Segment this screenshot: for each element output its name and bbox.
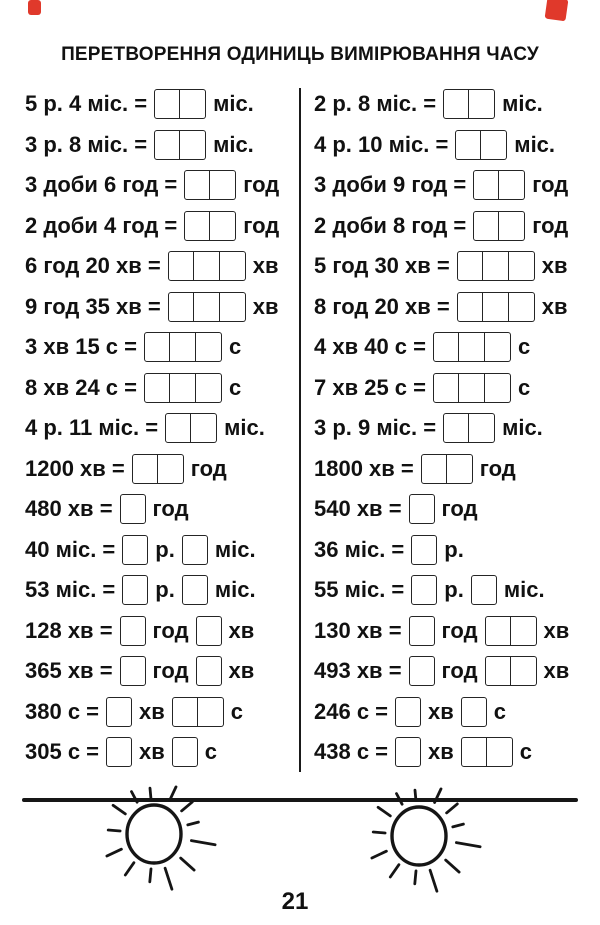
answer-box-group[interactable] [471, 575, 497, 605]
answer-box-group[interactable] [182, 575, 208, 605]
exercise-text: 8 хв 24 с = [25, 374, 137, 400]
exercise-row [25, 125, 279, 166]
answer-box-group[interactable] [457, 251, 535, 281]
exercise-text: хв [228, 658, 255, 684]
answer-box[interactable] [120, 656, 146, 686]
column-divider [299, 88, 301, 772]
answer-box[interactable] [158, 454, 184, 484]
answer-box-group[interactable] [473, 211, 525, 241]
answer-box-group[interactable] [461, 737, 513, 767]
corner-mark-icon [545, 0, 569, 21]
answer-box[interactable] [182, 535, 208, 565]
exercise-text: 40 міс. = [25, 536, 116, 562]
exercise-text: 8 год 20 хв = [314, 293, 450, 319]
exercise-row [25, 611, 279, 652]
exercise-text: год [441, 658, 478, 684]
answer-box-group[interactable] [421, 454, 473, 484]
exercise-row [25, 84, 279, 125]
exercise-text: год [152, 496, 189, 522]
exercise-row [314, 165, 569, 206]
exercise-text: 5 год 30 хв = [314, 253, 450, 279]
exercise-text: міс. [503, 577, 545, 603]
answer-box-group[interactable] [473, 170, 525, 200]
answer-box-group[interactable] [122, 535, 148, 565]
exercise-row [25, 206, 279, 247]
exercise-text: год [532, 172, 569, 198]
answer-box[interactable] [457, 292, 483, 322]
answer-box-group[interactable] [168, 292, 246, 322]
exercise-text: 53 міс. = [25, 577, 116, 603]
exercise-text: с [229, 374, 242, 400]
answer-box[interactable] [395, 697, 421, 727]
answer-box-group[interactable] [395, 697, 421, 727]
exercise-text: хв [541, 293, 568, 319]
exercise-row [314, 651, 569, 692]
answer-box[interactable] [461, 737, 487, 767]
answer-box-group[interactable] [457, 292, 535, 322]
answer-box[interactable] [485, 373, 511, 403]
answer-box-group[interactable] [485, 656, 537, 686]
answer-box-group[interactable] [409, 656, 435, 686]
answer-box[interactable] [184, 211, 210, 241]
exercise-text: 4 р. 10 міс. = [314, 131, 449, 157]
answer-box[interactable] [106, 737, 132, 767]
exercise-text: 128 хв = [25, 617, 113, 643]
exercise-text: год [479, 455, 516, 481]
exercise-row [25, 165, 279, 206]
exercise-text: с [493, 698, 507, 724]
exercise-text: год [152, 658, 189, 684]
answer-box[interactable] [210, 170, 236, 200]
exercise-text: 305 с = [25, 739, 100, 765]
exercise-row [314, 84, 569, 125]
answer-box[interactable] [487, 737, 513, 767]
answer-box[interactable] [433, 332, 459, 362]
exercise-text: с [229, 334, 242, 360]
exercise-text: с [518, 374, 531, 400]
answer-box-group[interactable] [411, 575, 437, 605]
answer-box[interactable] [194, 292, 220, 322]
answer-box-group[interactable] [172, 737, 198, 767]
exercise-row [314, 206, 569, 247]
exercise-row [314, 287, 569, 328]
answer-box[interactable] [184, 170, 210, 200]
answer-box[interactable] [191, 413, 217, 443]
answer-box[interactable] [499, 211, 525, 241]
exercise-text: 2 доби 4 год = [25, 212, 178, 238]
exercise-text: 9 год 35 хв = [25, 293, 161, 319]
answer-box[interactable] [471, 575, 497, 605]
answer-box-group[interactable] [395, 737, 421, 767]
answer-box[interactable] [473, 170, 499, 200]
answer-box[interactable] [485, 616, 511, 646]
exercise-text: 4 хв 40 с = [314, 334, 426, 360]
exercise-text: хв [252, 253, 279, 279]
exercise-text: 3 р. 9 міс. = [314, 415, 437, 441]
exercise-text: с [518, 334, 531, 360]
exercise-text: р. [444, 536, 464, 562]
exercise-text: 3 хв 15 с = [25, 334, 137, 360]
exercise-text: 3 доби 6 год = [25, 172, 178, 198]
exercise-text: с [519, 739, 533, 765]
exercise-row [25, 530, 279, 571]
exercise-text: год [532, 212, 569, 238]
answer-box[interactable] [409, 656, 435, 686]
answer-box-group[interactable] [409, 616, 435, 646]
answer-box-group[interactable] [411, 535, 437, 565]
answer-box-group[interactable] [196, 616, 222, 646]
answer-box[interactable] [459, 373, 485, 403]
answer-box[interactable] [395, 737, 421, 767]
exercise-row [25, 287, 279, 328]
exercise-text: міс. [514, 131, 556, 157]
answer-box[interactable] [443, 413, 469, 443]
exercise-columns [0, 84, 600, 776]
answer-box[interactable] [220, 292, 246, 322]
exercise-text: хв [543, 617, 570, 643]
exercise-text: с [230, 698, 244, 724]
answer-box[interactable] [421, 454, 447, 484]
answer-box[interactable] [499, 170, 525, 200]
exercise-row [25, 692, 279, 733]
answer-box[interactable] [170, 373, 196, 403]
answer-box-group[interactable] [172, 697, 224, 727]
exercise-row [314, 611, 569, 652]
exercise-text: год [441, 617, 478, 643]
answer-box[interactable] [122, 535, 148, 565]
exercise-row [314, 449, 569, 490]
answer-box[interactable] [168, 251, 194, 281]
answer-box[interactable] [120, 494, 146, 524]
exercise-row [25, 408, 279, 449]
answer-box-group[interactable] [409, 494, 435, 524]
answer-box[interactable] [447, 454, 473, 484]
exercise-text: р. [155, 536, 175, 562]
exercise-text: 438 с = [314, 739, 389, 765]
answer-box-group[interactable] [433, 332, 511, 362]
answer-box[interactable] [122, 575, 148, 605]
exercise-text: міс. [502, 91, 543, 117]
answer-box[interactable] [172, 737, 198, 767]
exercise-text: хв [252, 293, 279, 319]
exercise-row [25, 246, 279, 287]
answer-box[interactable] [485, 332, 511, 362]
exercise-row [314, 732, 569, 773]
exercise-row [25, 368, 279, 409]
exercise-row [314, 327, 569, 368]
answer-box-group[interactable] [132, 454, 184, 484]
answer-box[interactable] [469, 413, 495, 443]
answer-box[interactable] [210, 211, 236, 241]
exercise-text: хв [228, 617, 255, 643]
answer-box-group[interactable] [106, 697, 132, 727]
answer-box[interactable] [473, 211, 499, 241]
answer-box[interactable] [511, 616, 537, 646]
exercise-text: хв [139, 739, 165, 765]
answer-box-group[interactable] [184, 211, 236, 241]
answer-box[interactable] [509, 251, 535, 281]
exercise-text: 130 хв = [314, 617, 402, 643]
exercise-text: с [204, 739, 218, 765]
exercise-text: 540 хв = [314, 496, 402, 522]
exercise-text: хв [541, 253, 568, 279]
exercise-row [314, 489, 569, 530]
answer-box-group[interactable] [120, 494, 146, 524]
answer-box[interactable] [198, 697, 224, 727]
exercise-text: 3 доби 9 год = [314, 172, 467, 198]
page-title: ПЕРЕТВОРЕННЯ ОДИНИЦЬ ВИМІРЮВАННЯ ЧАСУ [61, 44, 539, 65]
answer-box[interactable] [483, 251, 509, 281]
answer-box[interactable] [443, 89, 469, 119]
exercise-text: міс. [213, 91, 254, 117]
answer-box[interactable] [220, 251, 246, 281]
exercise-text: 36 міс. = [314, 536, 405, 562]
exercise-text: хв [543, 658, 570, 684]
answer-box[interactable] [196, 656, 222, 686]
exercise-text: год [243, 212, 280, 238]
exercise-text: 480 хв = [25, 496, 113, 522]
exercise-text: 2 р. 8 міс. = [314, 91, 437, 117]
exercise-row [314, 408, 569, 449]
answer-box-group[interactable] [184, 170, 236, 200]
exercise-text: год [243, 172, 280, 198]
exercise-text: 5 р. 4 міс. = [25, 91, 148, 117]
answer-box[interactable] [144, 332, 170, 362]
exercise-text: хв [139, 698, 165, 724]
exercise-row [314, 125, 569, 166]
exercise-text: 380 с = [25, 698, 100, 724]
answer-box[interactable] [120, 616, 146, 646]
exercise-text: 55 міс. = [314, 577, 405, 603]
answer-box[interactable] [154, 130, 180, 160]
answer-box-group[interactable] [433, 373, 511, 403]
answer-box-group[interactable] [455, 130, 507, 160]
exercise-row [25, 449, 279, 490]
answer-box[interactable] [168, 292, 194, 322]
exercise-text: міс. [214, 577, 256, 603]
answer-box[interactable] [509, 292, 535, 322]
answer-box[interactable] [165, 413, 191, 443]
answer-box[interactable] [182, 575, 208, 605]
exercise-text: міс. [213, 131, 254, 157]
exercise-text: 365 хв = [25, 658, 113, 684]
answer-box[interactable] [172, 697, 198, 727]
exercise-text: 3 р. 8 міс. = [25, 131, 148, 157]
exercise-text: 246 с = [314, 698, 389, 724]
answer-box-group[interactable] [443, 89, 495, 119]
answer-box[interactable] [461, 697, 487, 727]
answer-box[interactable] [469, 89, 495, 119]
answer-box[interactable] [132, 454, 158, 484]
answer-box-group[interactable] [144, 373, 222, 403]
answer-box-group[interactable] [120, 656, 146, 686]
answer-box-group[interactable] [122, 575, 148, 605]
exercise-text: р. [444, 577, 464, 603]
answer-box-group[interactable] [196, 656, 222, 686]
answer-box-group[interactable] [144, 332, 222, 362]
answer-box-group[interactable] [154, 130, 206, 160]
answer-box[interactable] [170, 332, 196, 362]
exercise-row [25, 570, 279, 611]
right-exercise-column [314, 84, 569, 773]
exercise-row [314, 570, 569, 611]
exercise-text: год [152, 617, 189, 643]
answer-box[interactable] [196, 332, 222, 362]
exercise-text: год [190, 455, 227, 481]
answer-box[interactable] [411, 575, 437, 605]
answer-box[interactable] [511, 656, 537, 686]
exercise-text: 2 доби 8 год = [314, 212, 467, 238]
answer-box-group[interactable] [154, 89, 206, 119]
answer-box[interactable] [144, 373, 170, 403]
answer-box-group[interactable] [165, 413, 217, 443]
exercise-row [25, 489, 279, 530]
answer-box[interactable] [196, 373, 222, 403]
exercise-text: год [441, 496, 478, 522]
answer-box[interactable] [457, 251, 483, 281]
answer-box[interactable] [455, 130, 481, 160]
exercise-row [314, 246, 569, 287]
answer-box-group[interactable] [120, 616, 146, 646]
answer-box[interactable] [196, 616, 222, 646]
answer-box[interactable] [409, 494, 435, 524]
exercise-text: міс. [502, 415, 543, 441]
exercise-row [314, 530, 569, 571]
exercise-row [25, 732, 279, 773]
answer-box[interactable] [459, 332, 485, 362]
answer-box-group[interactable] [485, 616, 537, 646]
answer-box[interactable] [154, 89, 180, 119]
answer-box-group[interactable] [443, 413, 495, 443]
answer-box[interactable] [409, 616, 435, 646]
page-number: 21 [281, 888, 309, 915]
answer-box[interactable] [194, 251, 220, 281]
exercise-row [314, 692, 569, 733]
exercise-text: 493 хв = [314, 658, 402, 684]
exercise-text: 7 хв 25 с = [314, 374, 426, 400]
exercise-text: р. [155, 577, 175, 603]
answer-box[interactable] [485, 656, 511, 686]
answer-box-group[interactable] [461, 697, 487, 727]
answer-box[interactable] [483, 292, 509, 322]
exercise-text: 6 год 20 хв = [25, 253, 161, 279]
answer-box[interactable] [106, 697, 132, 727]
answer-box-group[interactable] [168, 251, 246, 281]
answer-box[interactable] [411, 535, 437, 565]
answer-box[interactable] [433, 373, 459, 403]
exercise-row [314, 368, 569, 409]
exercise-text: міс. [224, 415, 265, 441]
answer-box-group[interactable] [182, 535, 208, 565]
exercise-text: міс. [214, 536, 256, 562]
exercise-text: 4 р. 11 міс. = [25, 415, 159, 441]
corner-mark-icon [28, 0, 41, 15]
exercise-row [25, 327, 279, 368]
exercise-text: 1200 хв = [25, 455, 125, 481]
left-exercise-column [25, 84, 279, 773]
exercise-text: 1800 хв = [314, 455, 414, 481]
exercise-text: хв [428, 698, 454, 724]
exercise-text: хв [428, 739, 454, 765]
exercise-row [25, 651, 279, 692]
answer-box[interactable] [180, 89, 206, 119]
answer-box-group[interactable] [106, 737, 132, 767]
sun-icon [92, 776, 222, 906]
answer-box[interactable] [481, 130, 507, 160]
answer-box[interactable] [180, 130, 206, 160]
